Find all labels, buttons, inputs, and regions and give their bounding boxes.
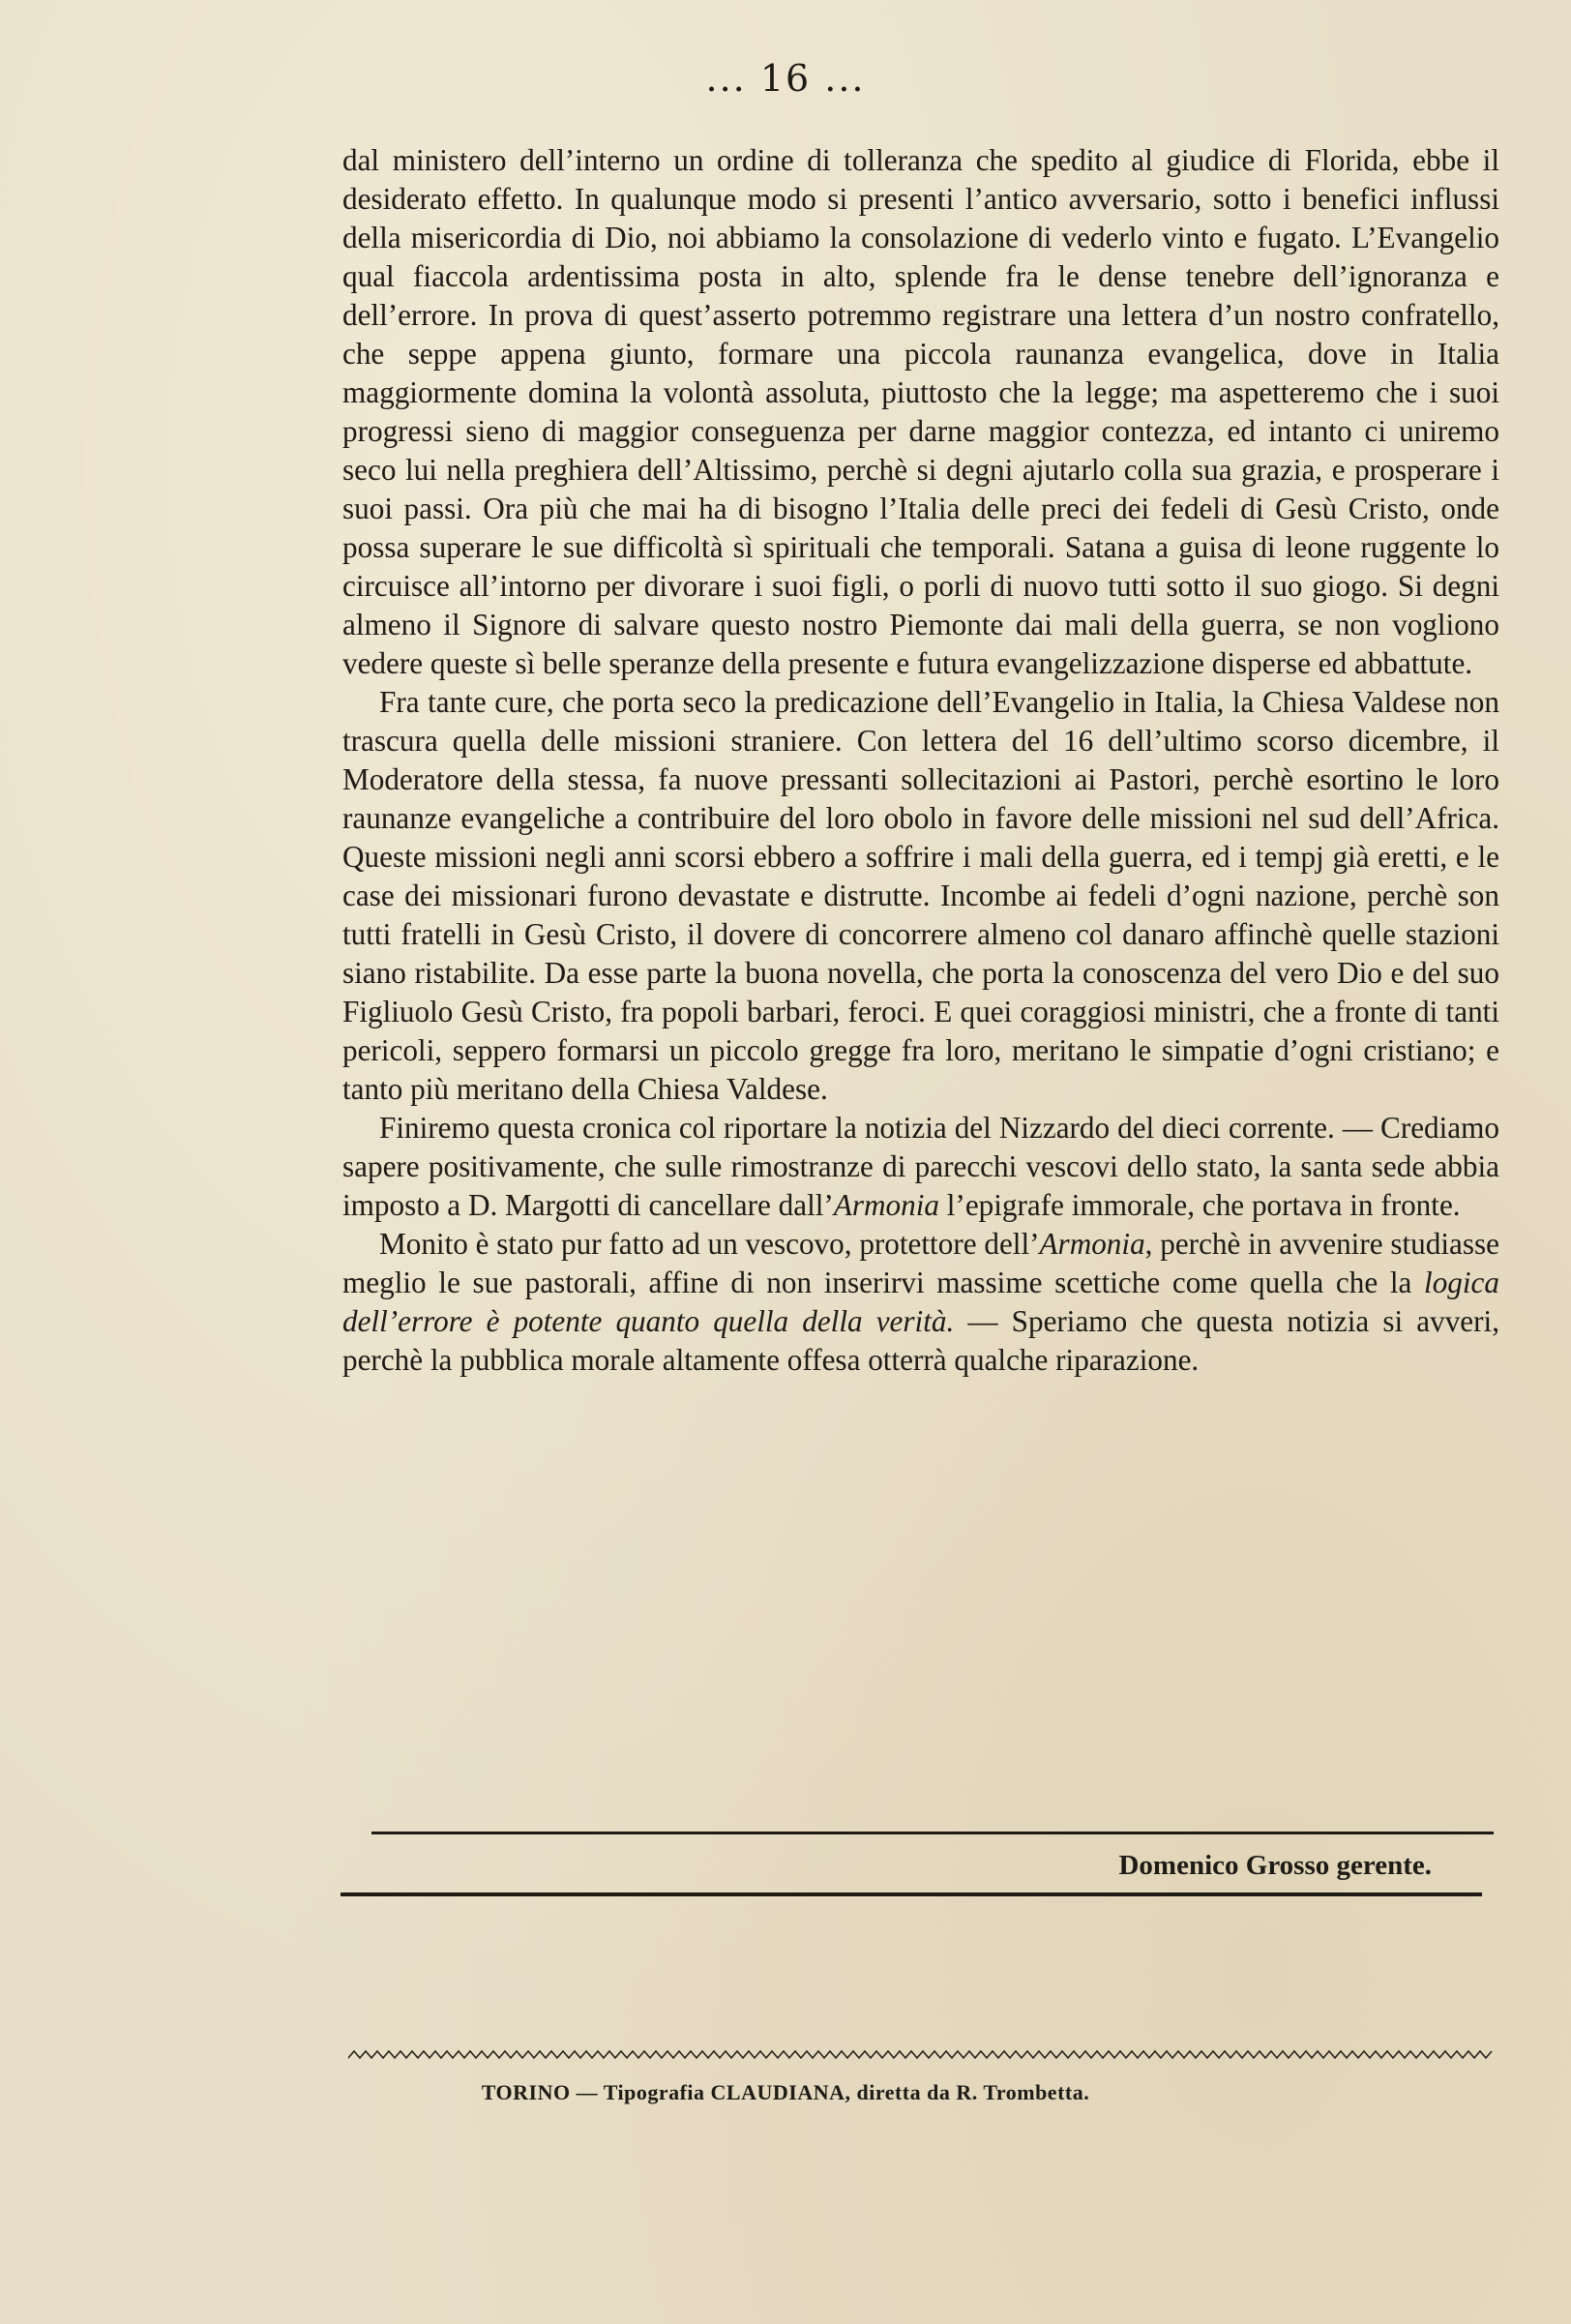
paragraph-1: dal ministero dell’interno un ordine di tolleranza che spedito al giudice di Florida, ebbe il desiderato effetto. In qualunque modo si presenti l’antico avversario, sotto i benefici influssi della misericordia di Dio, noi abbiamo la consolazione di vederlo vinto e fugato. L’Evangelio qual fiaccola ardentissima posta in alto, splende fra le dense tenebre dell’ignoranza e dell’errore. In prova di quest’asserto potremmo registrare una lettera d’un nostro confratello, che seppe appena giunto, formare una piccola raunanza evangelica, dove in Italia maggiormente domina la volontà assoluta, piuttosto che la legge; ma aspetteremo che i suoi progressi sieno di maggior conseguenza per darne maggior contezza, ed intanto ci uniremo seco lui nella preghiera dell’Altissimo, perchè si degni ajutarlo colla sua grazia, e prosperare i suoi passi. Ora più che mai ha di bisogno l’Italia delle preci dei fedeli di Gesù Cristo, onde possa superare le sue difficoltà sì spirituali che temporali. Satana a guisa di leone ruggente lo circuisce all’intorno per divorare i suoi figli, o porli di nuovo tutti sotto il suo giogo. Si degni almeno il Signore di salvare questo nostro Piemonte dai mali della guerra, se non vogliono vedere queste sì belle speranze della presente e futura evangelizzazione disperse ed abbattute.: [342, 143, 1499, 680]
paragraph-3-tail: l’epigrafe immorale, che portava in fronte.: [938, 1188, 1461, 1222]
paragraph-3-italic: Armonia: [833, 1188, 939, 1222]
page-number: ... 16 ...: [705, 57, 866, 100]
paragraph-4: [342, 1225, 1499, 1380]
paragraph-4-a: Monito è stato pur fatto ad un vescovo, protettore dell’: [379, 1227, 1040, 1261]
printer-imprint: TORINO — Tipografia CLAUDIANA, diretta da R. Trombetta.: [481, 2080, 1090, 2104]
paragraph-3: [342, 1109, 1499, 1225]
signature: Domenico Grosso gerente.: [1118, 1850, 1432, 1881]
ornamental-wavy-rule: [348, 2047, 1496, 2063]
paragraph-4-b: , perchè in avvenire studiasse meglio le sue pastorali, affine di non inserirvi massime scettiche come quella che la: [342, 1227, 1499, 1299]
signature-rule-bottom: [341, 1892, 1482, 1896]
paragraph-3-text: Finiremo questa cronica col riportare la notizia del Nizzardo del dieci corrente. — Crediamo sapere positivamente, che sulle rimostranze di parecchi vescovi dello stato, la santa sede abbia imposto a D. Margotti di cancellare dall’: [342, 1111, 1499, 1222]
paragraph-2: Fra tante cure, che porta seco la predicazione dell’Evangelio in Italia, la Chiesa Valdese non trascura quella delle missioni straniere. Con lettera del 16 dell’ultimo scorso dicembre, il Moderatore della stessa, fa nuove pressanti sollecitazioni ai Pastori, perchè esortino le loro raunanze evangeliche a contribuire del loro obolo in favore delle missioni nel sud dell’Africa. Queste missioni negli anni scorsi ebbero a soffrire i mali della guerra, ed i tempj già eretti, e le case dei missionari furono devastate e distrutte. Incombe ai fedeli d’ogni nazione, perchè son tutti fratelli in Gesù Cristo, il dovere di concorrere almeno col danaro affinchè quelle stazioni siano ristabilite. Da esse parte la buona novella, che porta la conoscenza del vero Dio e del suo Figliuolo Gesù Cristo, fra popoli barbari, feroci. E quei coraggiosi ministri, che a fronte di tanti pericoli, seppero formarsi un piccolo gregge fra loro, meritano le simpatie d’ogni cristiano; e tanto più meritano della Chiesa Valdese.: [342, 685, 1499, 1106]
paragraph-4-italic-2: logica dell’errore è potente quanto quella della verità.: [342, 1266, 1499, 1338]
article-body: [342, 141, 1499, 1380]
signature-rule-top: [371, 1832, 1494, 1834]
paragraph-4-italic-1: Armonia: [1039, 1227, 1145, 1261]
paragraph-4-c: — Speriamo che questa notizia si avveri, perchè la pubblica morale altamente offesa otterrà qualche riparazione.: [342, 1304, 1499, 1377]
